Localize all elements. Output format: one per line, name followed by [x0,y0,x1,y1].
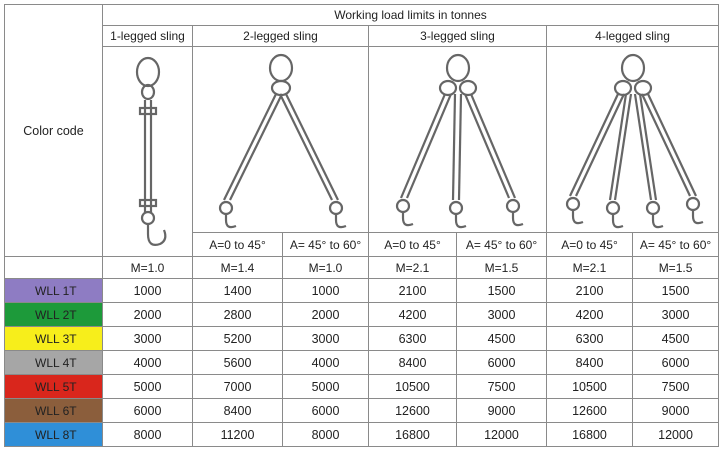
value-cell: 9000 [633,399,719,423]
value-cell: 1500 [633,279,719,303]
value-cell: 12000 [633,423,719,447]
table-row [5,327,719,351]
factor-label: M=2.1 [547,257,633,279]
factor-label: M=1.0 [283,257,369,279]
sling-type-4-legged: 4-legged sling [547,26,719,47]
value-cell: 8400 [369,351,457,375]
table-row [5,423,719,447]
two-leg-sling-icon [196,50,366,230]
value-cell: 3000 [457,303,547,327]
value-cell: 11200 [193,423,283,447]
color-code-cell: WLL 4T [5,351,103,375]
value-cell: 8000 [103,423,193,447]
four-leg-sling-icon [548,50,718,230]
sling-diagram-3-legged [369,47,547,233]
value-cell: 7000 [193,375,283,399]
three-leg-sling-icon [373,50,543,230]
value-cell: 4200 [369,303,457,327]
value-cell: 6000 [633,351,719,375]
color-code-label: Color code [5,5,103,257]
angle-label: A= 45° to 60° [283,233,369,257]
color-code-cell: WLL 6T [5,399,103,423]
value-cell: 6000 [457,351,547,375]
value-cell: 4000 [103,351,193,375]
factor-label: M=1.5 [633,257,719,279]
angle-label: A=0 to 45° [193,233,283,257]
value-cell: 16800 [547,423,633,447]
color-code-cell: WLL 3T [5,327,103,351]
sling-diagram-1-legged [103,47,193,257]
sling-type-3-legged: 3-legged sling [369,26,547,47]
color-code-cell: WLL 5T [5,375,103,399]
table-row [5,303,719,327]
blank-cell [5,257,103,279]
table-row [5,399,719,423]
value-cell: 3000 [103,327,193,351]
value-cell: 2000 [103,303,193,327]
sling-diagram-4-legged [547,47,719,233]
color-code-cell: WLL 2T [5,303,103,327]
value-cell: 7500 [633,375,719,399]
value-cell: 12600 [369,399,457,423]
value-cell: 3000 [633,303,719,327]
value-cell: 6000 [283,399,369,423]
value-cell: 12600 [547,399,633,423]
value-cell: 6300 [369,327,457,351]
value-cell: 9000 [457,399,547,423]
value-cell: 3000 [283,327,369,351]
one-leg-sling-icon [118,52,178,252]
value-cell: 16800 [369,423,457,447]
value-cell: 5600 [193,351,283,375]
value-cell: 4500 [457,327,547,351]
table-title: Working load limits in tonnes [103,5,719,26]
sling-diagram-2-legged [193,47,369,233]
value-cell: 1500 [457,279,547,303]
value-cell: 1000 [283,279,369,303]
value-cell: 6300 [547,327,633,351]
value-cell: 4200 [547,303,633,327]
angle-label: A=0 to 45° [369,233,457,257]
value-cell: 4500 [633,327,719,351]
factor-label: M=1.0 [103,257,193,279]
sling-type-2-legged: 2-legged sling [193,26,369,47]
factor-label: M=2.1 [369,257,457,279]
value-cell: 5000 [103,375,193,399]
value-cell: 8000 [283,423,369,447]
factor-label: M=1.5 [457,257,547,279]
value-cell: 2100 [369,279,457,303]
value-cell: 1000 [103,279,193,303]
value-cell: 2800 [193,303,283,327]
value-cell: 12000 [457,423,547,447]
value-cell: 7500 [457,375,547,399]
value-cell: 2100 [547,279,633,303]
value-cell: 1400 [193,279,283,303]
table-row [5,375,719,399]
color-code-cell: WLL 8T [5,423,103,447]
sling-type-1-legged: 1-legged sling [103,26,193,47]
value-cell: 5000 [283,375,369,399]
wll-table [4,4,719,447]
value-cell: 6000 [103,399,193,423]
table-row [5,279,719,303]
value-cell: 10500 [547,375,633,399]
factor-label: M=1.4 [193,257,283,279]
color-code-cell: WLL 1T [5,279,103,303]
value-cell: 10500 [369,375,457,399]
value-cell: 5200 [193,327,283,351]
value-cell: 2000 [283,303,369,327]
angle-label: A=0 to 45° [547,233,633,257]
angle-label: A= 45° to 60° [633,233,719,257]
value-cell: 8400 [547,351,633,375]
value-cell: 4000 [283,351,369,375]
value-cell: 8400 [193,399,283,423]
table-row [5,351,719,375]
angle-label: A= 45° to 60° [457,233,547,257]
